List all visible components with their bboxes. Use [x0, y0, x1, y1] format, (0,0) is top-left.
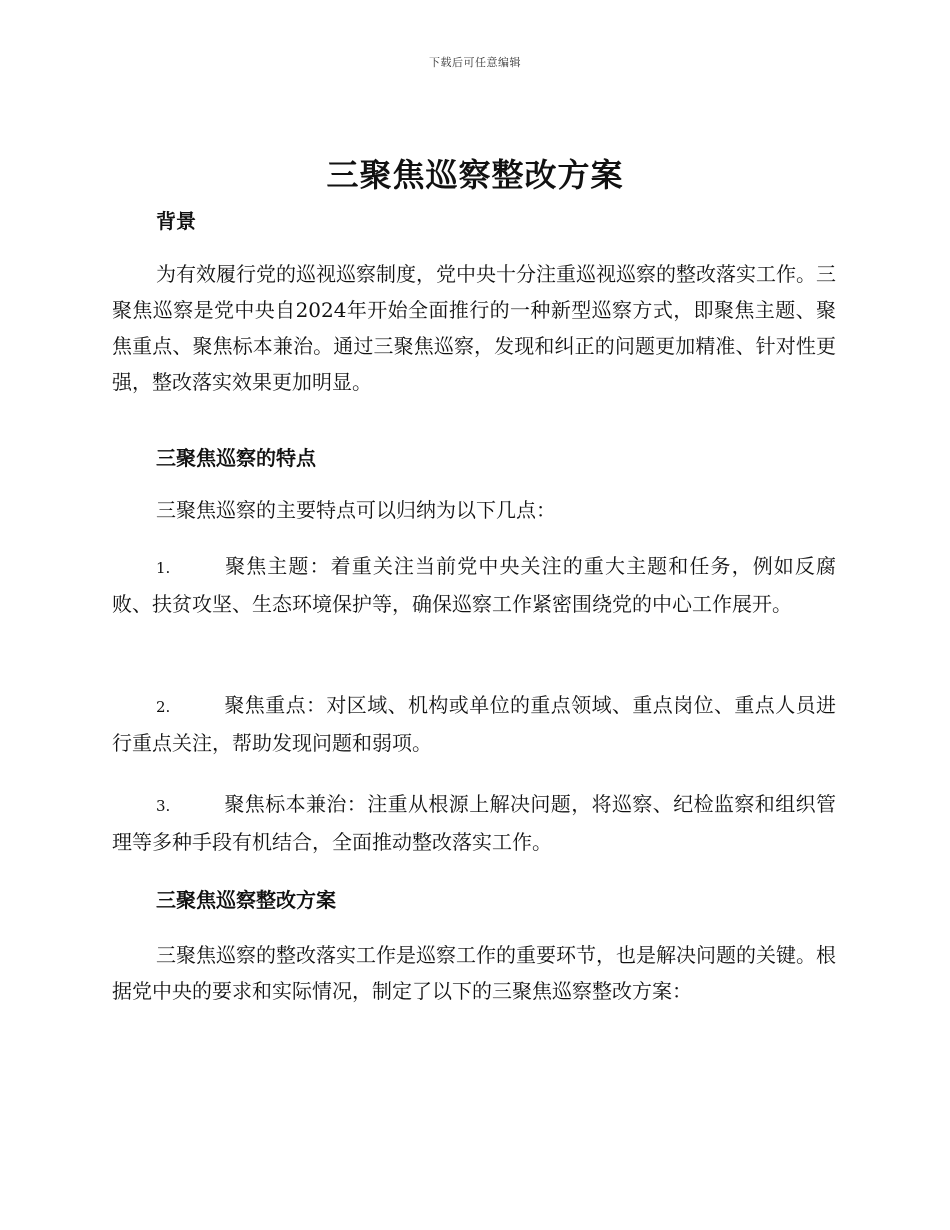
list-item-text: 聚焦标本兼治：注重从根源上解决问题，将巡察、纪检监察和组织管理等多种手段有机结合，全面推动整改落实工作。: [112, 792, 836, 854]
list-item: [112, 548, 836, 622]
list-item-text: 聚焦主题：着重关注当前党中央关注的重大主题和任务，例如反腐败、扶贫攻坚、生态环境保护等，确保巡察工作紧密围绕党的中心工作展开。: [112, 554, 836, 616]
features-intro: 三聚焦巡察的主要特点可以归纳为以下几点：: [156, 498, 556, 522]
section-heading-plan: 三聚焦巡察整改方案: [156, 888, 336, 912]
list-item-number: 3.: [156, 797, 171, 815]
header-note: 下载后可任意编辑: [429, 56, 521, 69]
section-features: [112, 443, 836, 473]
document-title: 三聚焦巡察整改方案: [326, 156, 624, 194]
feature-list-item: [112, 548, 836, 622]
list-item: [112, 687, 836, 761]
plan-paragraph-block: [112, 937, 836, 1009]
section-plan: [112, 885, 836, 915]
feature-list-item: [112, 786, 836, 860]
background-paragraph-block: [112, 256, 836, 400]
section-background: [112, 206, 836, 236]
list-item-number: 2.: [156, 698, 171, 716]
background-paragraph: 为有效履行党的巡视巡察制度，党中央十分注重巡视巡察的整改落实工作。三聚焦巡察是党中央自2024年开始全面推行的一种新型巡察方式，即聚焦主题、聚焦重点、聚焦标本兼治。通过三聚焦巡察，发现和纠正的问题更加精准、针对性更强，整改落实效果更加明显。: [112, 262, 836, 394]
list-item-number: 1.: [156, 559, 171, 577]
list-item: [112, 786, 836, 860]
feature-list-item: [112, 687, 836, 761]
features-intro-block: [112, 492, 836, 528]
section-heading-background: 背景: [156, 209, 196, 233]
plan-paragraph: 三聚焦巡察的整改落实工作是巡察工作的重要环节，也是解决问题的关键。根据党中央的要求和实际情况，制定了以下的三聚焦巡察整改方案：: [112, 943, 836, 1003]
section-heading-features: 三聚焦巡察的特点: [156, 446, 316, 470]
list-item-text: 聚焦重点：对区域、机构或单位的重点领域、重点岗位、重点人员进行重点关注，帮助发现问题和弱项。: [112, 693, 836, 755]
